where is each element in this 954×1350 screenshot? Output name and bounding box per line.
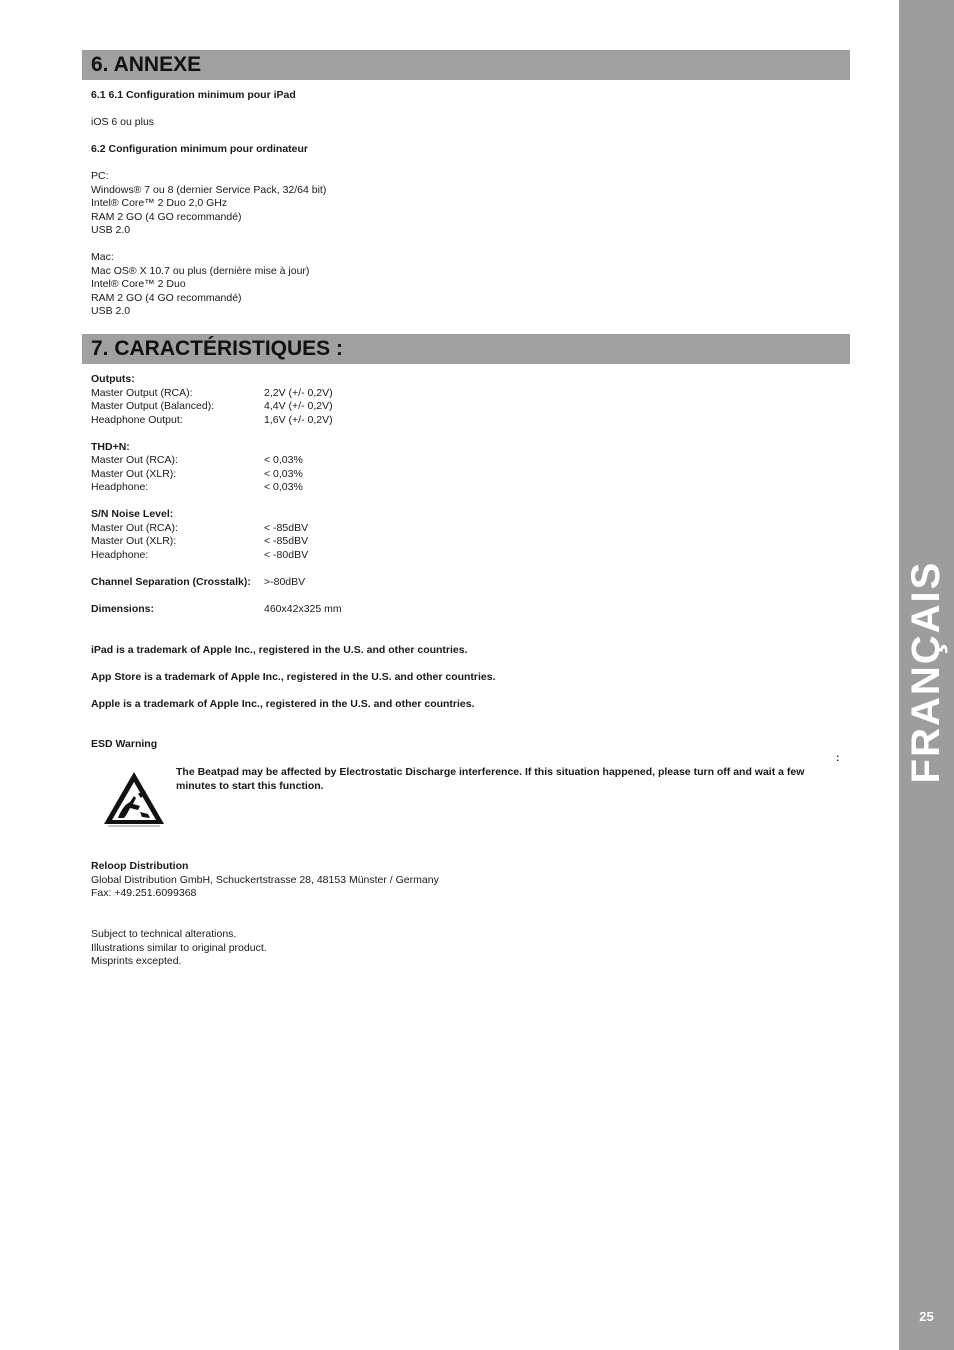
distribution: [91, 860, 439, 901]
mac-requirement: Intel® Core™ 2 Duo: [91, 278, 186, 290]
outputs-heading: Outputs:: [91, 373, 135, 385]
spec-key: Headphone Output:: [91, 413, 183, 426]
trademark-notice: App Store is a trademark of Apple Inc., registered in the U.S. and other countries.: [91, 671, 496, 683]
spec-key: Master Output (RCA):: [91, 386, 193, 399]
section-header-annexe: [82, 50, 850, 80]
spec-value: < 0,03%: [264, 467, 303, 480]
distribution-address: Global Distribution GmbH, Schuckertstrasse 28, 48153 Münster / Germany: [91, 873, 439, 886]
ipad-requirement: iOS 6 ou plus: [91, 116, 155, 128]
spec-key: Headphone:: [91, 481, 149, 493]
spec-key: Master Out (RCA):: [91, 521, 178, 534]
section-title-annexe: 6. ANNEXE: [91, 53, 202, 76]
spec-row: [91, 414, 342, 428]
spec-value: 4,4V (+/- 0,2V): [264, 400, 333, 412]
spec-row: [91, 454, 342, 468]
pc-requirement: USB 2.0: [91, 224, 131, 236]
spec-key: Master Out (RCA):: [91, 454, 178, 466]
pc-requirement: Windows® 7 ou 8 (dernier Service Pack, 32/64 bit): [91, 183, 327, 196]
language-label: FRANÇAIS: [904, 560, 948, 784]
section-title-specs: 7. CARACTÉRISTIQUES :: [91, 337, 344, 360]
spec-value: < -85dBV: [264, 521, 309, 534]
crosstalk-value: >-80dBV: [264, 575, 306, 588]
trademark-notice: Apple is a trademark of Apple Inc., registered in the U.S. and other countries.: [91, 698, 475, 710]
spec-value: < 0,03%: [264, 481, 303, 493]
sn-heading: S/N Noise Level:: [91, 508, 174, 520]
spec-row: [91, 468, 342, 482]
annexe-content: [91, 89, 326, 319]
spec-row: [91, 387, 342, 401]
trademark-notice: iPad is a trademark of Apple Inc., registered in the U.S. and other countries.: [91, 644, 468, 656]
computer-requirements-heading: 6.2 Configuration minimum pour ordinateur: [91, 143, 309, 155]
ipad-requirements-heading: 6.1 6.1 Configuration minimum pour iPad: [91, 89, 296, 101]
distribution-fax: Fax: +49.251.6099368: [91, 887, 197, 899]
pc-requirement: RAM 2 GO (4 GO recommandé): [91, 210, 242, 223]
esd-warning-icon: [100, 768, 168, 828]
esd-heading: ESD Warning: [91, 738, 158, 750]
spec-key: Master Out (XLR):: [91, 535, 177, 547]
spec-value: < -80dBV: [264, 548, 309, 561]
legal-note: Illustrations similar to original product.: [91, 941, 267, 954]
spec-row: [91, 481, 342, 495]
pc-requirement: Intel® Core™ 2 Duo 2,0 GHz: [91, 197, 228, 209]
legal-note: Subject to technical alterations.: [91, 928, 237, 940]
spec-row: [91, 400, 342, 414]
pc-label: PC:: [91, 170, 109, 182]
section-header-specs: [82, 334, 850, 364]
crosstalk-label: Channel Separation (Crosstalk):: [91, 575, 251, 588]
legal-notes: [91, 928, 267, 969]
spec-row: [91, 549, 342, 563]
dimensions-value: 460x42x325 mm: [264, 602, 342, 615]
spec-row: [91, 535, 342, 549]
crosstalk-row: [91, 576, 342, 590]
esd-colon: :: [836, 752, 840, 764]
spec-value: 2,2V (+/- 0,2V): [264, 386, 333, 399]
spec-key: Headphone:: [91, 548, 149, 561]
mac-requirement: Mac OS® X 10.7 ou plus (dernière mise à jour): [91, 264, 310, 277]
legal-note: Misprints excepted.: [91, 955, 182, 967]
page-number: 25: [919, 1309, 934, 1324]
spec-value: < 0,03%: [264, 454, 303, 466]
esd-heading-block: [91, 738, 157, 752]
thd-heading: THD+N:: [91, 440, 130, 453]
distribution-heading: Reloop Distribution: [91, 860, 189, 872]
spec-value: < -85dBV: [264, 535, 309, 547]
mac-label: Mac:: [91, 251, 114, 263]
esd-warning-text: The Beatpad may be affected by Electrostatic Discharge interference. If this situation happened, please turn off and wait a few minutes to start this function.: [176, 766, 805, 792]
specs-content: [91, 373, 342, 616]
trademarks: [91, 644, 496, 712]
spec-key: Master Output (Balanced):: [91, 400, 215, 412]
mac-requirement: RAM 2 GO (4 GO recommandé): [91, 291, 242, 304]
spec-row: [91, 522, 342, 536]
spec-key: Master Out (XLR):: [91, 467, 177, 480]
dimensions-row: [91, 603, 342, 617]
dimensions-label: Dimensions:: [91, 602, 155, 615]
mac-requirement: USB 2.0: [91, 305, 131, 317]
spec-value: 1,6V (+/- 0,2V): [264, 413, 333, 426]
